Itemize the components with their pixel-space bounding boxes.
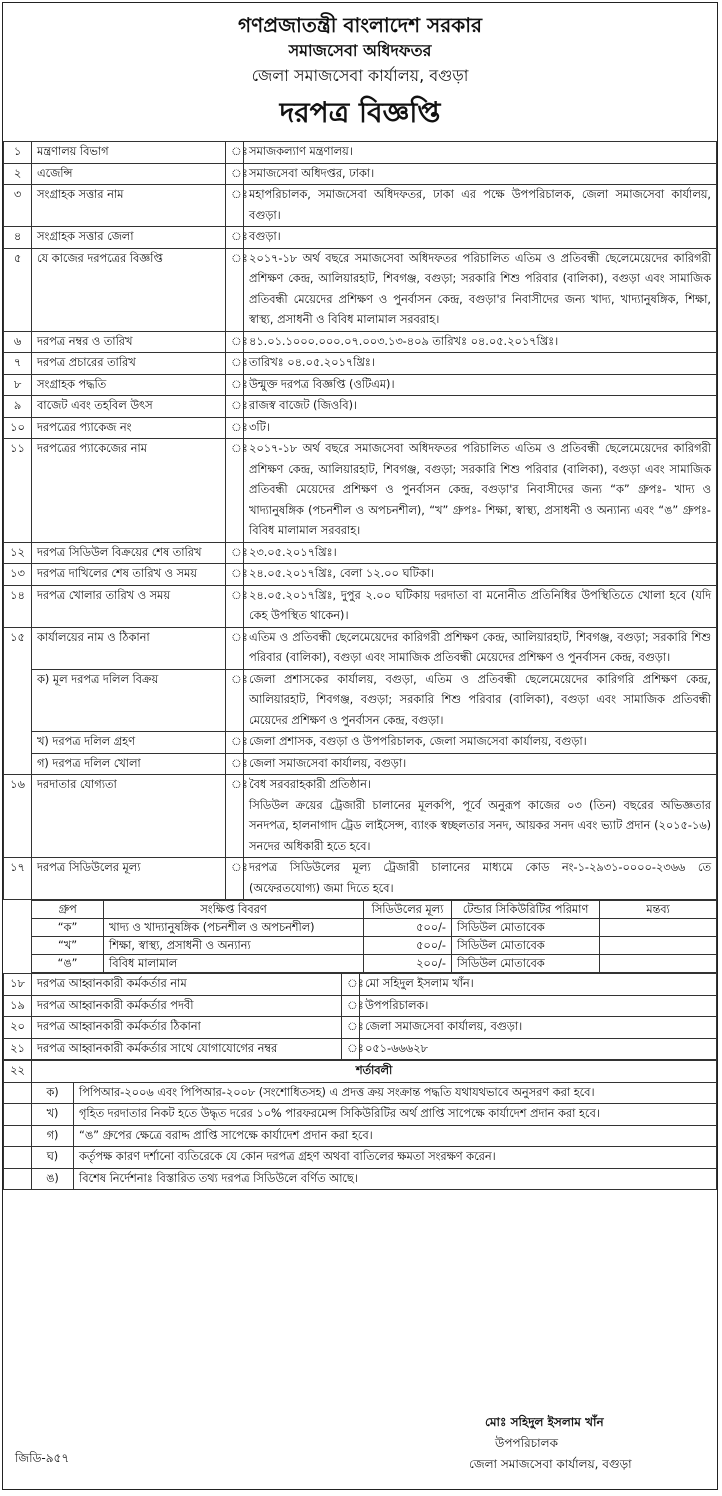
info-row bbox=[4, 585, 717, 627]
condition-spacer bbox=[4, 1168, 32, 1190]
group-row bbox=[32, 937, 717, 955]
officer-row bbox=[4, 974, 717, 996]
row-value: সমাজসেবা অধিদপ্তর, ঢাকা। bbox=[244, 163, 717, 185]
row-value: জেলা সমাজসেবা কার্যালয়, বগুড়া। bbox=[360, 1017, 717, 1039]
condition-key: গ) bbox=[32, 1125, 74, 1147]
row-number: ১৯ bbox=[4, 995, 32, 1017]
row-number: ৯ bbox=[4, 396, 32, 418]
row-label: দরপত্র দাখিলের শেষ তারিখ ও সময় bbox=[32, 564, 226, 586]
row-colon: ঃ bbox=[226, 585, 244, 627]
group-code: “ক” bbox=[32, 919, 104, 937]
schedule-price: ২০০/- bbox=[364, 955, 452, 973]
row-value: ৩টি। bbox=[244, 417, 717, 439]
row-colon: ঃ bbox=[226, 142, 244, 164]
condition-spacer bbox=[4, 1082, 32, 1104]
schedule-price: ৫০০/- bbox=[364, 937, 452, 955]
group-table-header: গ্রুপ সংক্ষিপ্ত বিবরণ সিডিউলের মূল্য টেন্ডার সিকিউরিটির পরিমাণ মন্তব্য bbox=[32, 901, 717, 919]
remark bbox=[600, 937, 717, 955]
row-value: উন্মুক্ত দরপত্র বিজ্ঞপ্তি (ওটিএম)। bbox=[244, 374, 717, 396]
row-number: ৪ bbox=[4, 227, 32, 249]
condition-spacer bbox=[4, 1147, 32, 1169]
row-label: মন্ত্রণালয় বিভাগ bbox=[32, 142, 226, 164]
row-value: ২০১৭-১৮ অর্থ বছরে সমাজসেবা অধিদফতর পরিচালিত এতিম ও প্রতিবন্ধী ছেলেমেয়েদের কারিগরী প্রশিক্ষণ কেন্দ্র, আলিয়ারহাট, শিবগঞ্জ, বগুড়া; সরকারি শিশু পরিবার (বালিকা), বগুড়া এবং সামাজিক প্রতিবন্ধী মেয়েদের প্রশিক্ষণ ও পুনর্বাসন কেন্দ্র, বগুড়া'র নিবাসীদের জন্য খাদ্য, খাদ্যানুষঙ্গিক, শিক্ষা, স্বাস্থ্য, প্রসাধনী ও বিবিধ মালামাল সরবরাহ। bbox=[244, 248, 717, 331]
signatory-designation: উপপরিচালক bbox=[495, 1436, 558, 1450]
row-label: সংগ্রাহক পদ্ধতি bbox=[32, 374, 226, 396]
condition-text: কর্তৃপক্ষ কারণ দর্শানো ব্যতিরেকে যে কোন দরপত্র গ্রহণ অথবা বাতিলের ক্ষমতা সংরক্ষণ করেন। bbox=[74, 1147, 717, 1169]
govt-title: গণপ্রজাতন্ত্রী বাংলাদেশ সরকার bbox=[238, 13, 482, 37]
row-colon: ঃ bbox=[342, 995, 360, 1017]
row-label: বাজেট এবং তহবিল উৎস bbox=[32, 396, 226, 418]
info-row bbox=[4, 374, 717, 396]
row-colon: ঃ bbox=[226, 353, 244, 375]
group-description: শিক্ষা, স্বাস্থ্য, প্রসাধনী ও অন্যান্য bbox=[104, 937, 364, 955]
row-colon: ঃ bbox=[342, 1017, 360, 1039]
condition-row bbox=[4, 1104, 717, 1126]
row-value: উপপরিচালক। bbox=[360, 995, 717, 1017]
schedule-price: ৫০০/- bbox=[364, 919, 452, 937]
group-row bbox=[32, 919, 717, 937]
row-number: ২০ bbox=[4, 1017, 32, 1039]
row-number: ২১ bbox=[4, 1038, 32, 1060]
row-colon: ঃ bbox=[342, 1038, 360, 1060]
row-value: ০৫১-৬৬৬২৮ bbox=[360, 1038, 717, 1060]
condition-key: ঘ) bbox=[32, 1147, 74, 1169]
group-row bbox=[32, 955, 717, 973]
row-label: দরপত্র খোলার তারিখ ও সময় bbox=[32, 585, 226, 627]
row-colon: ঃ bbox=[226, 248, 244, 331]
condition-spacer bbox=[4, 1104, 32, 1126]
department-title: সমাজসেবা অধিদফতর bbox=[288, 41, 432, 60]
row-number: ৮ bbox=[4, 374, 32, 396]
row-colon: ঃ bbox=[226, 564, 244, 586]
row-number: ১০ bbox=[4, 417, 32, 439]
row-value: তারিখঃ ০৪.০৫.২০১৭খ্রিঃ। bbox=[244, 353, 717, 375]
info-row bbox=[4, 142, 717, 164]
info-row bbox=[4, 227, 717, 249]
row-value: বগুড়া। bbox=[244, 227, 717, 249]
row-number: ৫ bbox=[4, 248, 32, 331]
condition-text: পিপিআর-২০০৬ এবং পিপিআর-২০০৮ (সংশোধিতসহ) এ প্রদত্ত ক্রয় সংক্রান্ত পদ্ধতি যথাযথভাবে অনুসরণ করা হবে। bbox=[74, 1082, 717, 1104]
row-number: ৬ bbox=[4, 331, 32, 353]
row-17: ১৭ দরপত্র সিডিউলের মূল্য ঃ দরপত্র সিডিউলের মূল্য ট্রেজারী চালানের মাধ্যমে কোড নং-১-২৯৩১-০০০০-২৩৬৬ তে (অফেরতযোগ্য) জমা দিতে হবে। bbox=[4, 858, 717, 900]
remark bbox=[600, 919, 717, 937]
row-colon: ঃ bbox=[226, 163, 244, 185]
info-row bbox=[4, 353, 717, 375]
conditions-title: শর্তাবলী bbox=[32, 1061, 717, 1083]
row-number: ১২ bbox=[4, 542, 32, 564]
qualification-line-1: বৈধ সরবরাহকারী প্রতিষ্ঠান। bbox=[249, 778, 371, 791]
row-label: দরপত্র আহ্বানকারী কর্মকর্তার সাথে যোগাযোগের নম্বর bbox=[32, 1038, 342, 1060]
condition-row bbox=[4, 1125, 717, 1147]
row-number: ১৮ bbox=[4, 974, 32, 996]
info-row bbox=[4, 439, 717, 543]
notice-title: দরপত্র বিজ্ঞপ্তি bbox=[279, 96, 441, 129]
footer-code: জিডি-৯৫৭ bbox=[15, 1451, 70, 1465]
officer-row bbox=[4, 1038, 717, 1060]
row-number: ১১ bbox=[4, 439, 32, 543]
row-label: যে কাজের দরপত্রের বিজ্ঞপ্তি bbox=[32, 248, 226, 331]
row-colon: ঃ bbox=[226, 185, 244, 227]
main-info-table bbox=[3, 141, 717, 900]
info-row bbox=[4, 396, 717, 418]
row-colon: ঃ bbox=[226, 542, 244, 564]
tender-security: সিডিউল মোতাবেক bbox=[452, 937, 600, 955]
row-label: দরপত্র আহ্বানকারী কর্মকর্তার ঠিকানা bbox=[32, 1017, 342, 1039]
row-label: দরপত্রের প্যাকেজের নাম bbox=[32, 439, 226, 543]
row-label: এজেন্সি bbox=[32, 163, 226, 185]
row-value: রাজস্ব বাজেট (জিওবি)। bbox=[244, 396, 717, 418]
row-value: মো সহিদুল ইসলাম খাঁন। bbox=[360, 974, 717, 996]
row-number: ১৩ bbox=[4, 564, 32, 586]
row-label: দরপত্র সিডিউল বিক্রয়ের শেষ তারিখ bbox=[32, 542, 226, 564]
info-row bbox=[4, 248, 717, 331]
condition-row bbox=[4, 1082, 717, 1104]
row-number: ১৪ bbox=[4, 585, 32, 627]
row-label: দরপত্র আহ্বানকারী কর্মকর্তার পদবী bbox=[32, 995, 342, 1017]
row-value: ৪১.০১.১০০০.০০০.০৭.০০৩.১৩-৪০৯ তারিখঃ ০৪.০৫.২০১৭খ্রিঃ। bbox=[244, 331, 717, 353]
info-row bbox=[4, 331, 717, 353]
officer-table bbox=[3, 973, 717, 1060]
officer-row bbox=[4, 1017, 717, 1039]
row-number: ২ bbox=[4, 163, 32, 185]
conditions-table: ২২ শর্তাবলী ক) পিপিআর-২০০৬ এবং পিপিআর-২০০৮ (সংশোধিতসহ) এ প্রদত্ত ক্রয় সংক্রান্ত পদ্ধতি যথাযথভাবে অনুসরণ করা হবে। খ) গৃহিত দরদাতার নিকট হতে উদ্ধৃত দরের ১০% পারফরমেন্স সিকিউরিটির অর্থ প্রাপ্তি সাপেক্ষে কার্যাদেশ প্রদান করা হবে। গ) “ঙ” গ্রুপের ক্ষেত্রে বরাদ্দ প্রাপ্তি সাপেক্ষে কার্যাদেশ প্রদান করা হবে। ঘ) কর্তৃপক্ষ কারণ দর্শানো ব্যতিরেকে যে কোন দরপত্র গ্রহণ অথবা বাতিলের ক্ষমতা সংরক্ষণ করেন। ঙ) বিশেষ নির্দেশনাঃ বিস্তারিত তথ্য দরপত্র সিডিউলে বর্ণিত আছে। bbox=[3, 1060, 717, 1190]
header bbox=[3, 11, 717, 137]
tender-notice-page bbox=[2, 2, 718, 1490]
info-row bbox=[4, 542, 717, 564]
row-colon: ঃ bbox=[342, 974, 360, 996]
condition-key: খ) bbox=[32, 1104, 74, 1126]
group-code: “ঙ” bbox=[32, 955, 104, 973]
condition-text: “ঙ” গ্রুপের ক্ষেত্রে বরাদ্দ প্রাপ্তি সাপেক্ষে কার্যাদেশ প্রদান করা হবে। bbox=[74, 1125, 717, 1147]
condition-text: গৃহিত দরদাতার নিকট হতে উদ্ধৃত দরের ১০% পারফরমেন্স সিকিউরিটির অর্থ প্রাপ্তি সাপেক্ষে কার্যাদেশ প্রদান করা হবে। bbox=[74, 1104, 717, 1126]
info-row bbox=[4, 185, 717, 227]
row-15: ১৫ কার্যালয়ের নাম ও ঠিকানা ঃ এতিম ও প্রতিবন্ধী ছেলেমেয়েদের কারিগরী প্রশিক্ষণ কেন্দ্র, আলিয়ারহাট, শিবগঞ্জ, বগুড়া; সরকারি শিশু পরিবার (বালিকা), বগুড়া এবং সামাজিক প্রতিবন্ধী মেয়েদের প্রশিক্ষণ ও পুনর্বাসন কেন্দ্র, বগুড়া। ক) মূল দরপত্র দলিল বিক্রয় ঃ জেলা প্রশাসকের কার্যালয়, বগুড়া, এতিম ও প্রতিবন্ধী ছেলেমেয়েদের কারিগরি প্রশিক্ষণ কেন্দ্র, আলিয়ারহাট, শিবগঞ্জ, বগুড়া; সরকারি শিশু পরিবার (বালিকা), বগুড়া এবং সামাজিক প্রতিবন্ধী মেয়েদের প্রশিক্ষণ ও পুনর্বাসন কেন্দ্র, বগুড়া। খ) দরপত্র দলিল গ্রহণ ঃ জেলা প্রশাসক, বগুড়া ও উপপরিচালক, জেলা সমাজসেবা কার্যালয়, বগুড়া। গ) দরপত্র দলিল খোলা ঃ জেলা সমাজসেবা কার্যালয়, বগুড়া। bbox=[4, 627, 717, 775]
row-label: দরপত্র নম্বর ও তারিখ bbox=[32, 331, 226, 353]
row-colon: ঃ bbox=[226, 374, 244, 396]
row-value: ২০১৭-১৮ অর্থ বছরে সমাজসেবা অধিদফতর পরিচালিত এতিম ও প্রতিবন্ধী ছেলেমেয়েদের কারিগরী প্রশিক্ষণ কেন্দ্র, আলিয়ারহাট, শিবগঞ্জ, বগুড়া; সরকারি শিশু পরিবার (বালিকা), বগুড়া এবং সামাজিক প্রতিবন্ধী মেয়েদের প্রশিক্ষণ ও পুনর্বাসন কেন্দ্র, বগুড়া'র নিবাসীদের জন্য “ক” গ্রুপঃ- খাদ্য ও খাদ্যানুষঙ্গিক (পচনশীল ও অপচনশীল), “খ” গ্রুপঃ- শিক্ষা, স্বাস্থ্য, প্রসাধনী ও অন্যান্য এবং “ঙ” গ্রুপঃ- বিবিধ মালামাল সরবরাহ। bbox=[244, 439, 717, 543]
condition-spacer bbox=[4, 1125, 32, 1147]
condition-key: ঙ) bbox=[32, 1168, 74, 1190]
officer-row bbox=[4, 995, 717, 1017]
row-value: ২৪.০৫.২০১৭খ্রিঃ, বেলা ১২.০০ ঘটিকা। bbox=[244, 564, 717, 586]
row-colon: ঃ bbox=[226, 417, 244, 439]
group-price-table bbox=[31, 900, 717, 973]
row-number: ১ bbox=[4, 142, 32, 164]
row-colon: ঃ bbox=[226, 227, 244, 249]
group-description: খাদ্য ও খাদ্যানুষঙ্গিক (পচনশীল ও অপচনশীল) bbox=[104, 919, 364, 937]
signature-block bbox=[463, 1412, 713, 1475]
row-value: সমাজকল্যাণ মন্ত্রণালয়। bbox=[244, 142, 717, 164]
signatory-name: মোঃ সহিদুল ইসলাম খাঁন bbox=[485, 1415, 604, 1429]
info-row bbox=[4, 564, 717, 586]
info-row bbox=[4, 163, 717, 185]
row-colon: ঃ bbox=[226, 331, 244, 353]
row-value: ২৩.০৫.২০১৭খ্রিঃ। bbox=[244, 542, 717, 564]
row-number: ৭ bbox=[4, 353, 32, 375]
row-16: ১৬ দরদাতার যোগ্যতা ঃ বৈধ সরবরাহকারী প্রতিষ্ঠান। সিডিউল ক্রয়ের ট্রেজারী চালানের মূলকপি, পূর্বে অনুরূপ কাজের ০৩ (তিন) বছরের অভিজ্ঞতার সনদপত্র, হালনাগাদ ট্রেড লাইসেন্স, ব্যাংক স্বচ্ছলতার সনদ, আয়কর সনদ এবং ভ্যাট প্রদান (২০১৫-১৬) সনদের অধিকারী হতে হবে। bbox=[4, 775, 717, 858]
group-description: বিবিধ মালামাল bbox=[104, 955, 364, 973]
row-label: দরপত্রের প্যাকেজ নং bbox=[32, 417, 226, 439]
condition-text: বিশেষ নির্দেশনাঃ বিস্তারিত তথ্য দরপত্র সিডিউলে বর্ণিত আছে। bbox=[74, 1168, 717, 1190]
remark bbox=[600, 955, 717, 973]
row-colon: ঃ bbox=[226, 439, 244, 543]
condition-row bbox=[4, 1147, 717, 1169]
condition-row bbox=[4, 1168, 717, 1190]
signatory-office: জেলা সমাজসেবা কার্যালয়, বগুড়া bbox=[469, 1457, 632, 1471]
row-number: ৩ bbox=[4, 185, 32, 227]
row-label: দরপত্র প্রচারের তারিখ bbox=[32, 353, 226, 375]
row-label: দরপত্র আহ্বানকারী কর্মকর্তার নাম bbox=[32, 974, 342, 996]
tender-security: সিডিউল মোতাবেক bbox=[452, 919, 600, 937]
row-colon: ঃ bbox=[226, 396, 244, 418]
row-value: ২৪.০৫.২০১৭খ্রিঃ, দুপুর ২.০০ ঘটিকায় দরদাতা বা মনোনীত প্রতিনিধির উপস্থিতিতে খোলা হবে (যদি কেহ উপস্থিত থাকেন)। bbox=[244, 585, 717, 627]
row-label: সংগ্রাহক সত্তার জেলা bbox=[32, 227, 226, 249]
qualification-line-2: সিডিউল ক্রয়ের ট্রেজারী চালানের মূলকপি, পূর্বে অনুরূপ কাজের ০৩ (তিন) বছরের অভিজ্ঞতার সনদপত্র, হালনাগাদ ট্রেড লাইসেন্স, ব্যাংক স্বচ্ছলতার সনদ, আয়কর সনদ এবং ভ্যাট প্রদান (২০১৫-১৬) সনদের অধিকারী হতে হবে। bbox=[249, 798, 711, 853]
row-label: সংগ্রাহক সত্তার নাম bbox=[32, 185, 226, 227]
row-value: মহাপরিচালক, সমাজসেবা অধিদফতর, ঢাকা এর পক্ষে উপপরিচালক, জেলা সমাজসেবা কার্যালয়, বগুড়া। bbox=[244, 185, 717, 227]
office-title: জেলা সমাজসেবা কার্যালয়, বগুড়া bbox=[251, 66, 469, 85]
tender-security: সিডিউল মোতাবেক bbox=[452, 955, 600, 973]
info-row bbox=[4, 417, 717, 439]
group-code: “খ” bbox=[32, 937, 104, 955]
condition-key: ক) bbox=[32, 1082, 74, 1104]
